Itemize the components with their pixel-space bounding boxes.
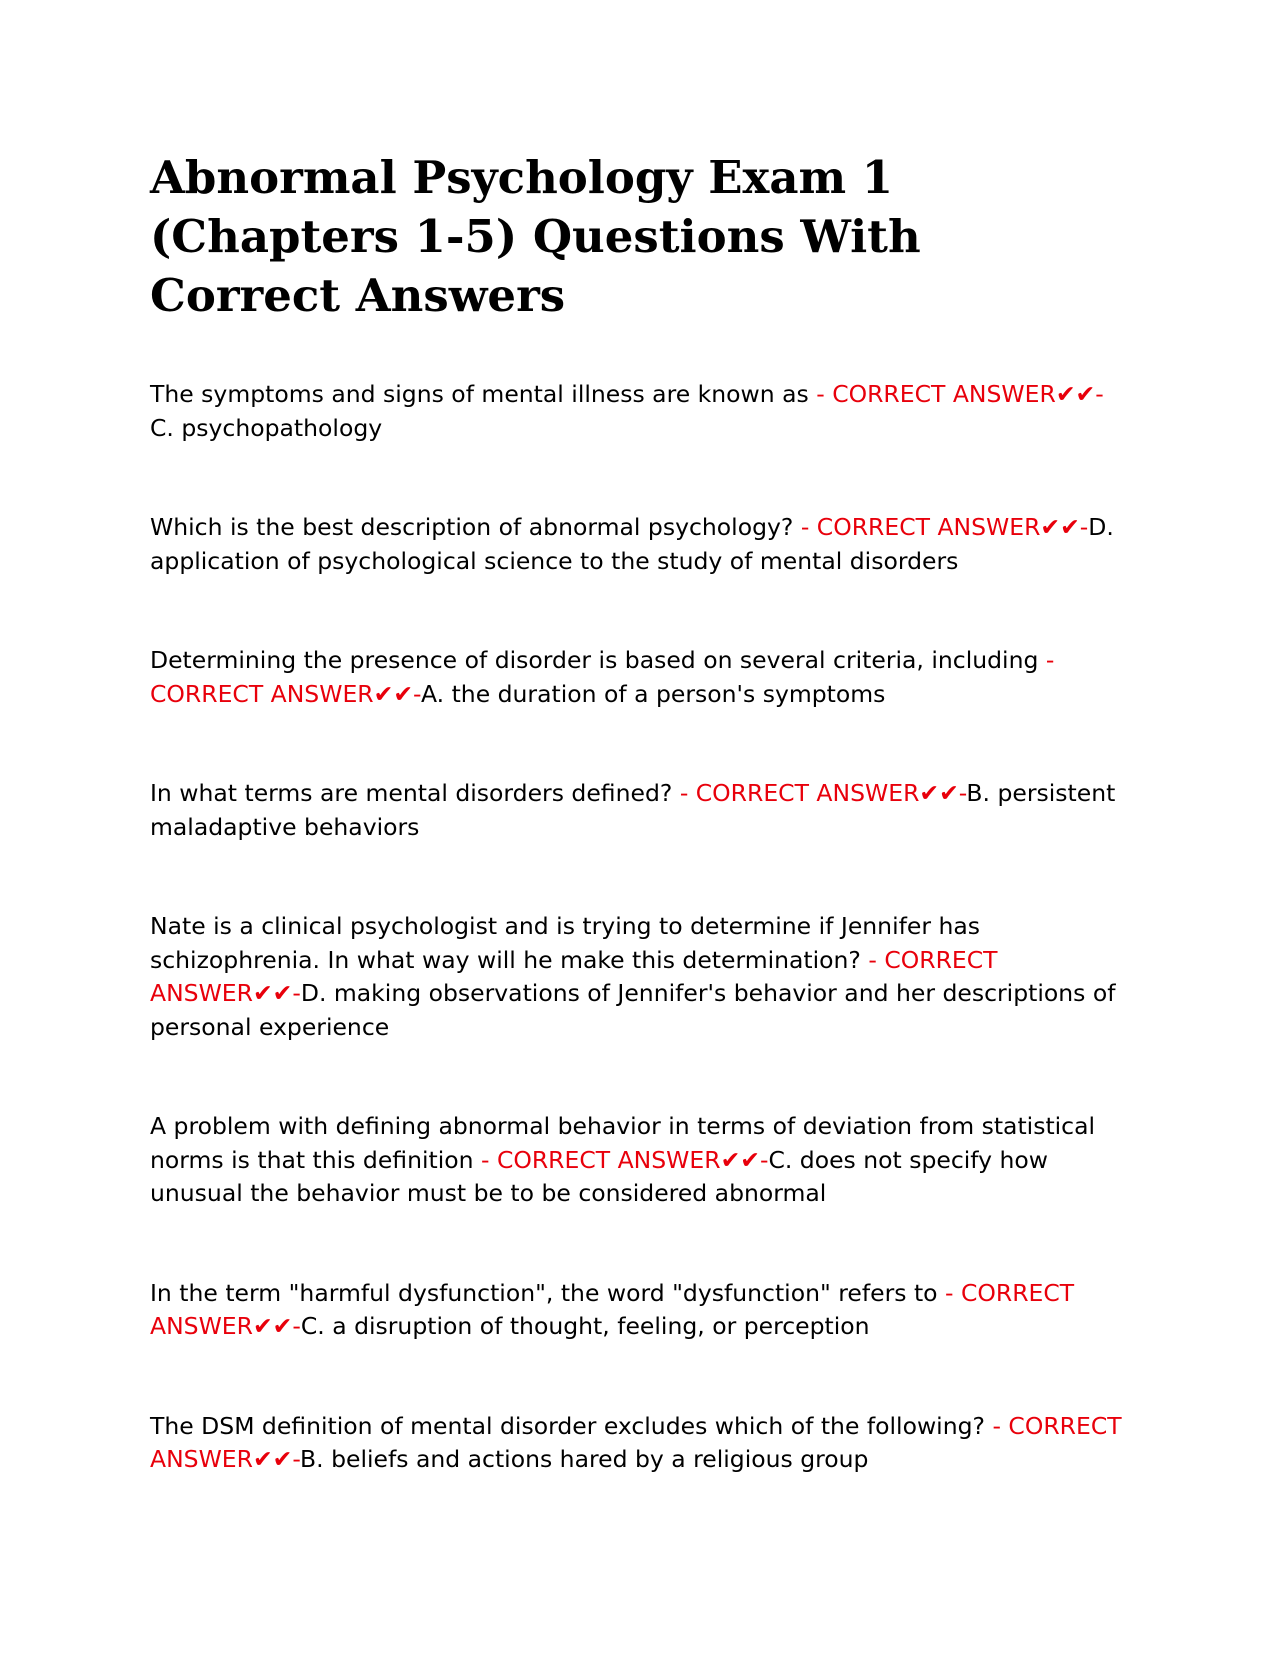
question-text: The symptoms and signs of mental illness are known as (150, 380, 809, 408)
qa-item-7 (150, 1277, 1125, 1344)
question-text: In what terms are mental disorders defined? (150, 779, 673, 807)
question-text: Nate is a clinical psychologist and is trying to determine if Jennifer has schizophrenia. In what way will he make this determination? (150, 912, 980, 974)
answer-text: C. psychopathology (150, 413, 383, 442)
correct-answer-marker: - CORRECT ANSWER✔✔- (150, 945, 998, 1007)
correct-answer-marker: - CORRECT ANSWER✔✔- (150, 1278, 1075, 1340)
answer-text: D. application of psychological science to the study of mental disorders (150, 513, 1114, 575)
answer-text: C. a disruption of thought, feeling, or perception (300, 1312, 870, 1340)
correct-answer-marker: - CORRECT ANSWER✔✔- (808, 380, 1104, 408)
qa-item-4 (150, 777, 1125, 844)
qa-item-6 (150, 1110, 1125, 1211)
qa-item-1 (150, 378, 1125, 445)
qa-list (150, 378, 1130, 1477)
answer-text: A. the duration of a person's symptoms (420, 679, 886, 708)
correct-answer-marker: - CORRECT ANSWER✔✔- (672, 779, 967, 807)
qa-item-3 (150, 644, 1125, 711)
question-text: Determining the presence of disorder is based on several criteria, including (150, 646, 1039, 674)
answer-text: D. making observations of Jennifer's behavior and her descriptions of personal experience (150, 979, 1116, 1041)
answer-text: C. does not specify how unusual the behavior must be to be considered abnormal (150, 1145, 1049, 1207)
qa-item-2 (150, 511, 1125, 578)
question-text: In the term "harmful dysfunction", the word "dysfunction" refers to (150, 1278, 938, 1307)
answer-text: B. persistent maladaptive behaviors (150, 779, 1116, 841)
document-page (150, 148, 1130, 1543)
correct-answer-marker: - CORRECT ANSWER✔✔- (473, 1145, 769, 1174)
correct-answer-marker: - CORRECT ANSWER✔✔- (793, 513, 1089, 541)
qa-item-5 (150, 910, 1125, 1044)
question-text: A problem with defining abnormal behavior in terms of deviation from statistical norms is that this definition (150, 1112, 1096, 1174)
answer-text: B. beliefs and actions hared by a religious group (300, 1445, 869, 1473)
question-text: Which is the best description of abnormal psychology? (150, 513, 794, 541)
qa-item-8 (150, 1410, 1125, 1477)
document-title: Abnormal Psychology Exam 1 (Chapters 1-5) Questions With Correct Answers (150, 151, 921, 322)
correct-answer-marker: - CORRECT ANSWER✔✔- (150, 646, 1055, 708)
correct-answer-marker: - CORRECT ANSWER✔✔- (150, 1411, 1122, 1473)
question-text: The DSM definition of mental disorder excludes which of the following? (150, 1411, 985, 1440)
